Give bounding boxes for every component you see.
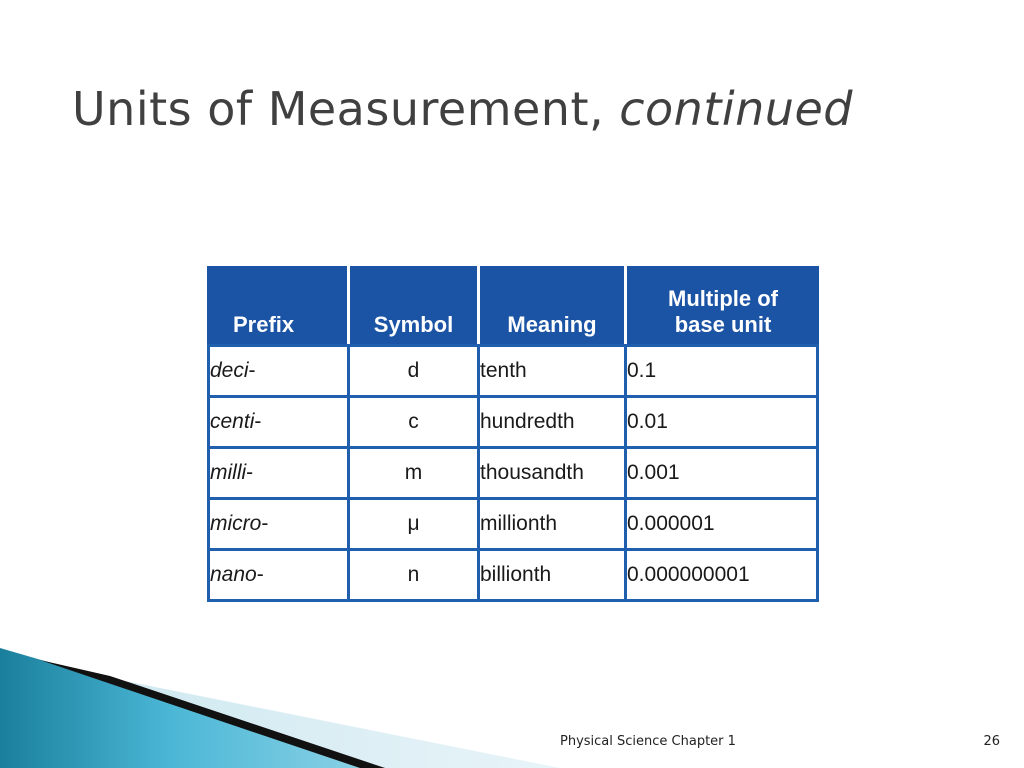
table-row bbox=[207, 395, 819, 446]
cell-meaning: millionth bbox=[480, 497, 627, 548]
cell-multiple: 0.000001 bbox=[627, 497, 819, 548]
header-symbol: Symbol bbox=[350, 266, 480, 344]
table-row bbox=[207, 344, 819, 395]
prefix-suffix: - bbox=[256, 563, 264, 586]
units-table bbox=[207, 266, 819, 602]
page-number: 26 bbox=[983, 734, 1000, 749]
cell-prefix bbox=[207, 548, 350, 602]
cell-symbol: d bbox=[350, 344, 480, 395]
cell-multiple: 0.1 bbox=[627, 344, 819, 395]
corner-pale-band bbox=[0, 662, 560, 768]
cell-multiple: 0.000000001 bbox=[627, 548, 819, 602]
header-meaning: Meaning bbox=[480, 266, 627, 344]
header-multiple-line2: base unit bbox=[674, 312, 772, 337]
cell-multiple: 0.001 bbox=[627, 446, 819, 497]
title-main: Units of Measurement, bbox=[72, 82, 620, 136]
units-table-container bbox=[207, 266, 819, 597]
cell-meaning: billionth bbox=[480, 548, 627, 602]
cell-symbol: μ bbox=[350, 497, 480, 548]
cell-prefix bbox=[207, 395, 350, 446]
prefix-suffix: - bbox=[254, 410, 262, 433]
cell-multiple: 0.01 bbox=[627, 395, 819, 446]
prefix-suffix: - bbox=[246, 461, 254, 484]
prefix-text: micro bbox=[210, 512, 262, 535]
prefix-suffix: - bbox=[248, 359, 256, 382]
title-emphasis: continued bbox=[619, 82, 853, 136]
table-header-row bbox=[207, 266, 819, 344]
table-row bbox=[207, 548, 819, 602]
cell-symbol: c bbox=[350, 395, 480, 446]
prefix-text: nano bbox=[210, 563, 257, 586]
header-prefix: Prefix bbox=[207, 266, 350, 344]
cell-prefix bbox=[207, 497, 350, 548]
cell-prefix bbox=[207, 446, 350, 497]
cell-prefix bbox=[207, 344, 350, 395]
cell-meaning: thousandth bbox=[480, 446, 627, 497]
slide-title bbox=[72, 82, 853, 136]
corner-dark-stripe bbox=[40, 660, 385, 768]
prefix-text: centi bbox=[210, 410, 255, 433]
table-row bbox=[207, 446, 819, 497]
cell-symbol: m bbox=[350, 446, 480, 497]
header-multiple bbox=[627, 266, 819, 344]
header-multiple-line1: Multiple of bbox=[668, 286, 778, 311]
cell-meaning: hundredth bbox=[480, 395, 627, 446]
cell-meaning: tenth bbox=[480, 344, 627, 395]
prefix-text: milli bbox=[210, 461, 247, 484]
prefix-suffix: - bbox=[261, 512, 269, 535]
cell-symbol: n bbox=[350, 548, 480, 602]
prefix-text: deci bbox=[210, 359, 249, 382]
corner-teal-wedge bbox=[0, 648, 380, 768]
footer-text: Physical Science Chapter 1 bbox=[560, 734, 736, 749]
table-row bbox=[207, 497, 819, 548]
